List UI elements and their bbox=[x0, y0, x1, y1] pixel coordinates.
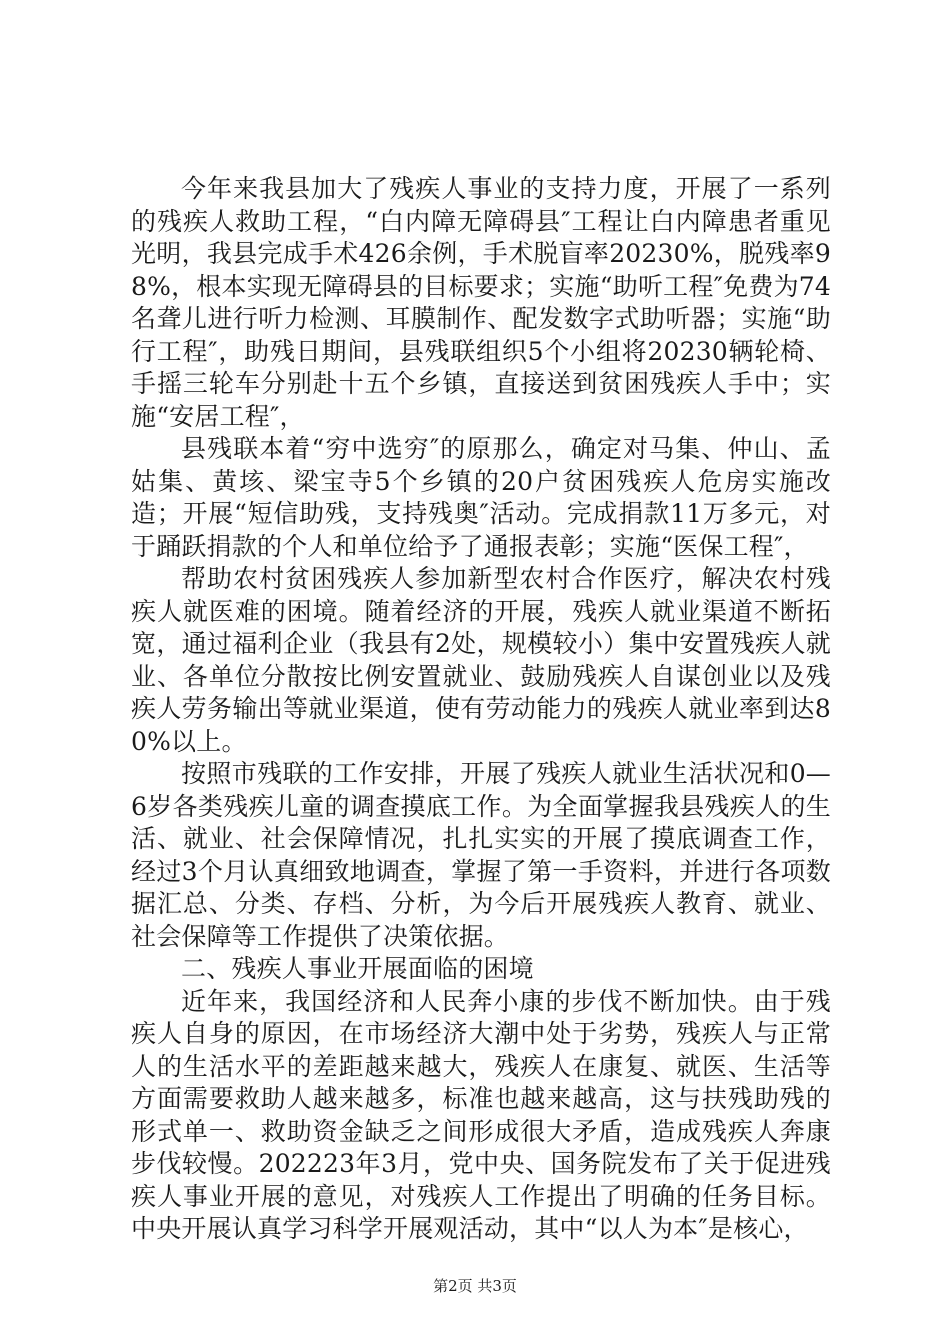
paragraph-3: 帮助农村贫困残疾人参加新型农村合作医疗，解决农村残疾人就医难的困境。随着经济的开展，残疾人就业渠道不断拓宽，通过福利企业（我县有2处，规模较小）集中安置残疾人就业、各单位分散按比例安置就业、鼓励残疾人自谋创业以及残疾人劳务输出等就业渠道，使有劳动能力的残疾人就业率到达80%以上。 bbox=[131, 564, 831, 756]
paragraph-4: 按照市残联的工作安排，开展了残疾人就业生活状况和0—6岁各类残疾儿童的调查摸底工作。为全面掌握我县残疾人的生活、就业、社会保障情况，扎扎实实的开展了摸底调查工作，经过3个月认真细致地调查，掌握了第一手资料，并进行各项数据汇总、分类、存档、分析，为今后开展残疾人教育、就业、社会保障等工作提供了决策依据。 bbox=[131, 759, 831, 951]
document-body bbox=[131, 173, 831, 1246]
paragraph-1: 今年来我县加大了残疾人事业的支持力度，开展了一系列的残疾人救助工程，“白内障无障碍县″工程让白内障患者重见光明，我县完成手术426余例，手术脱盲率20230%，脱残率98%，根本实现无障碍县的目标要求；实施“助听工程″免费为74名聋儿进行听力检测、耳膜制作、配发数字式助听器；实施“助行工程″，助残日期间，县残联组织5个小组将20230辆轮椅、手摇三轮车分别赴十五个乡镇，直接送到贫困残疾人手中；实施“安居工程″， bbox=[131, 174, 831, 431]
paragraph-2: 县残联本着“穷中选穷″的原那么，确定对马集、仲山、孟姑集、黄垓、梁宝寺5个乡镇的20户贫困残疾人危房实施改造；开展“短信助残，支持残奥″活动。完成捐款11万多元，对于踊跃捐款的个人和单位给予了通报表彰；实施“医保工程″， bbox=[131, 434, 831, 561]
section-heading: 二、残疾人事业开展面临的困境 bbox=[181, 954, 534, 983]
page-footer: 第2页 共3页 bbox=[433, 1277, 517, 1295]
paragraph-5: 近年来，我国经济和人民奔小康的步伐不断加快。由于残疾人自身的原因，在市场经济大潮中处于劣势，残疾人与正常人的生活水平的差距越来越大，残疾人在康复、就医、生活等方面需要救助人越来越多，标准也越来越高，这与扶残助残的形式单一、救助资金缺乏之间形成很大矛盾，造成残疾人奔康步伐较慢。202223年3月，党中央、国务院发布了关于促进残疾人事业开展的意见，对残疾人工作提出了明确的任务目标。中央开展认真学习科学开展观活动，其中“以人为本″是核心， bbox=[131, 986, 831, 1243]
